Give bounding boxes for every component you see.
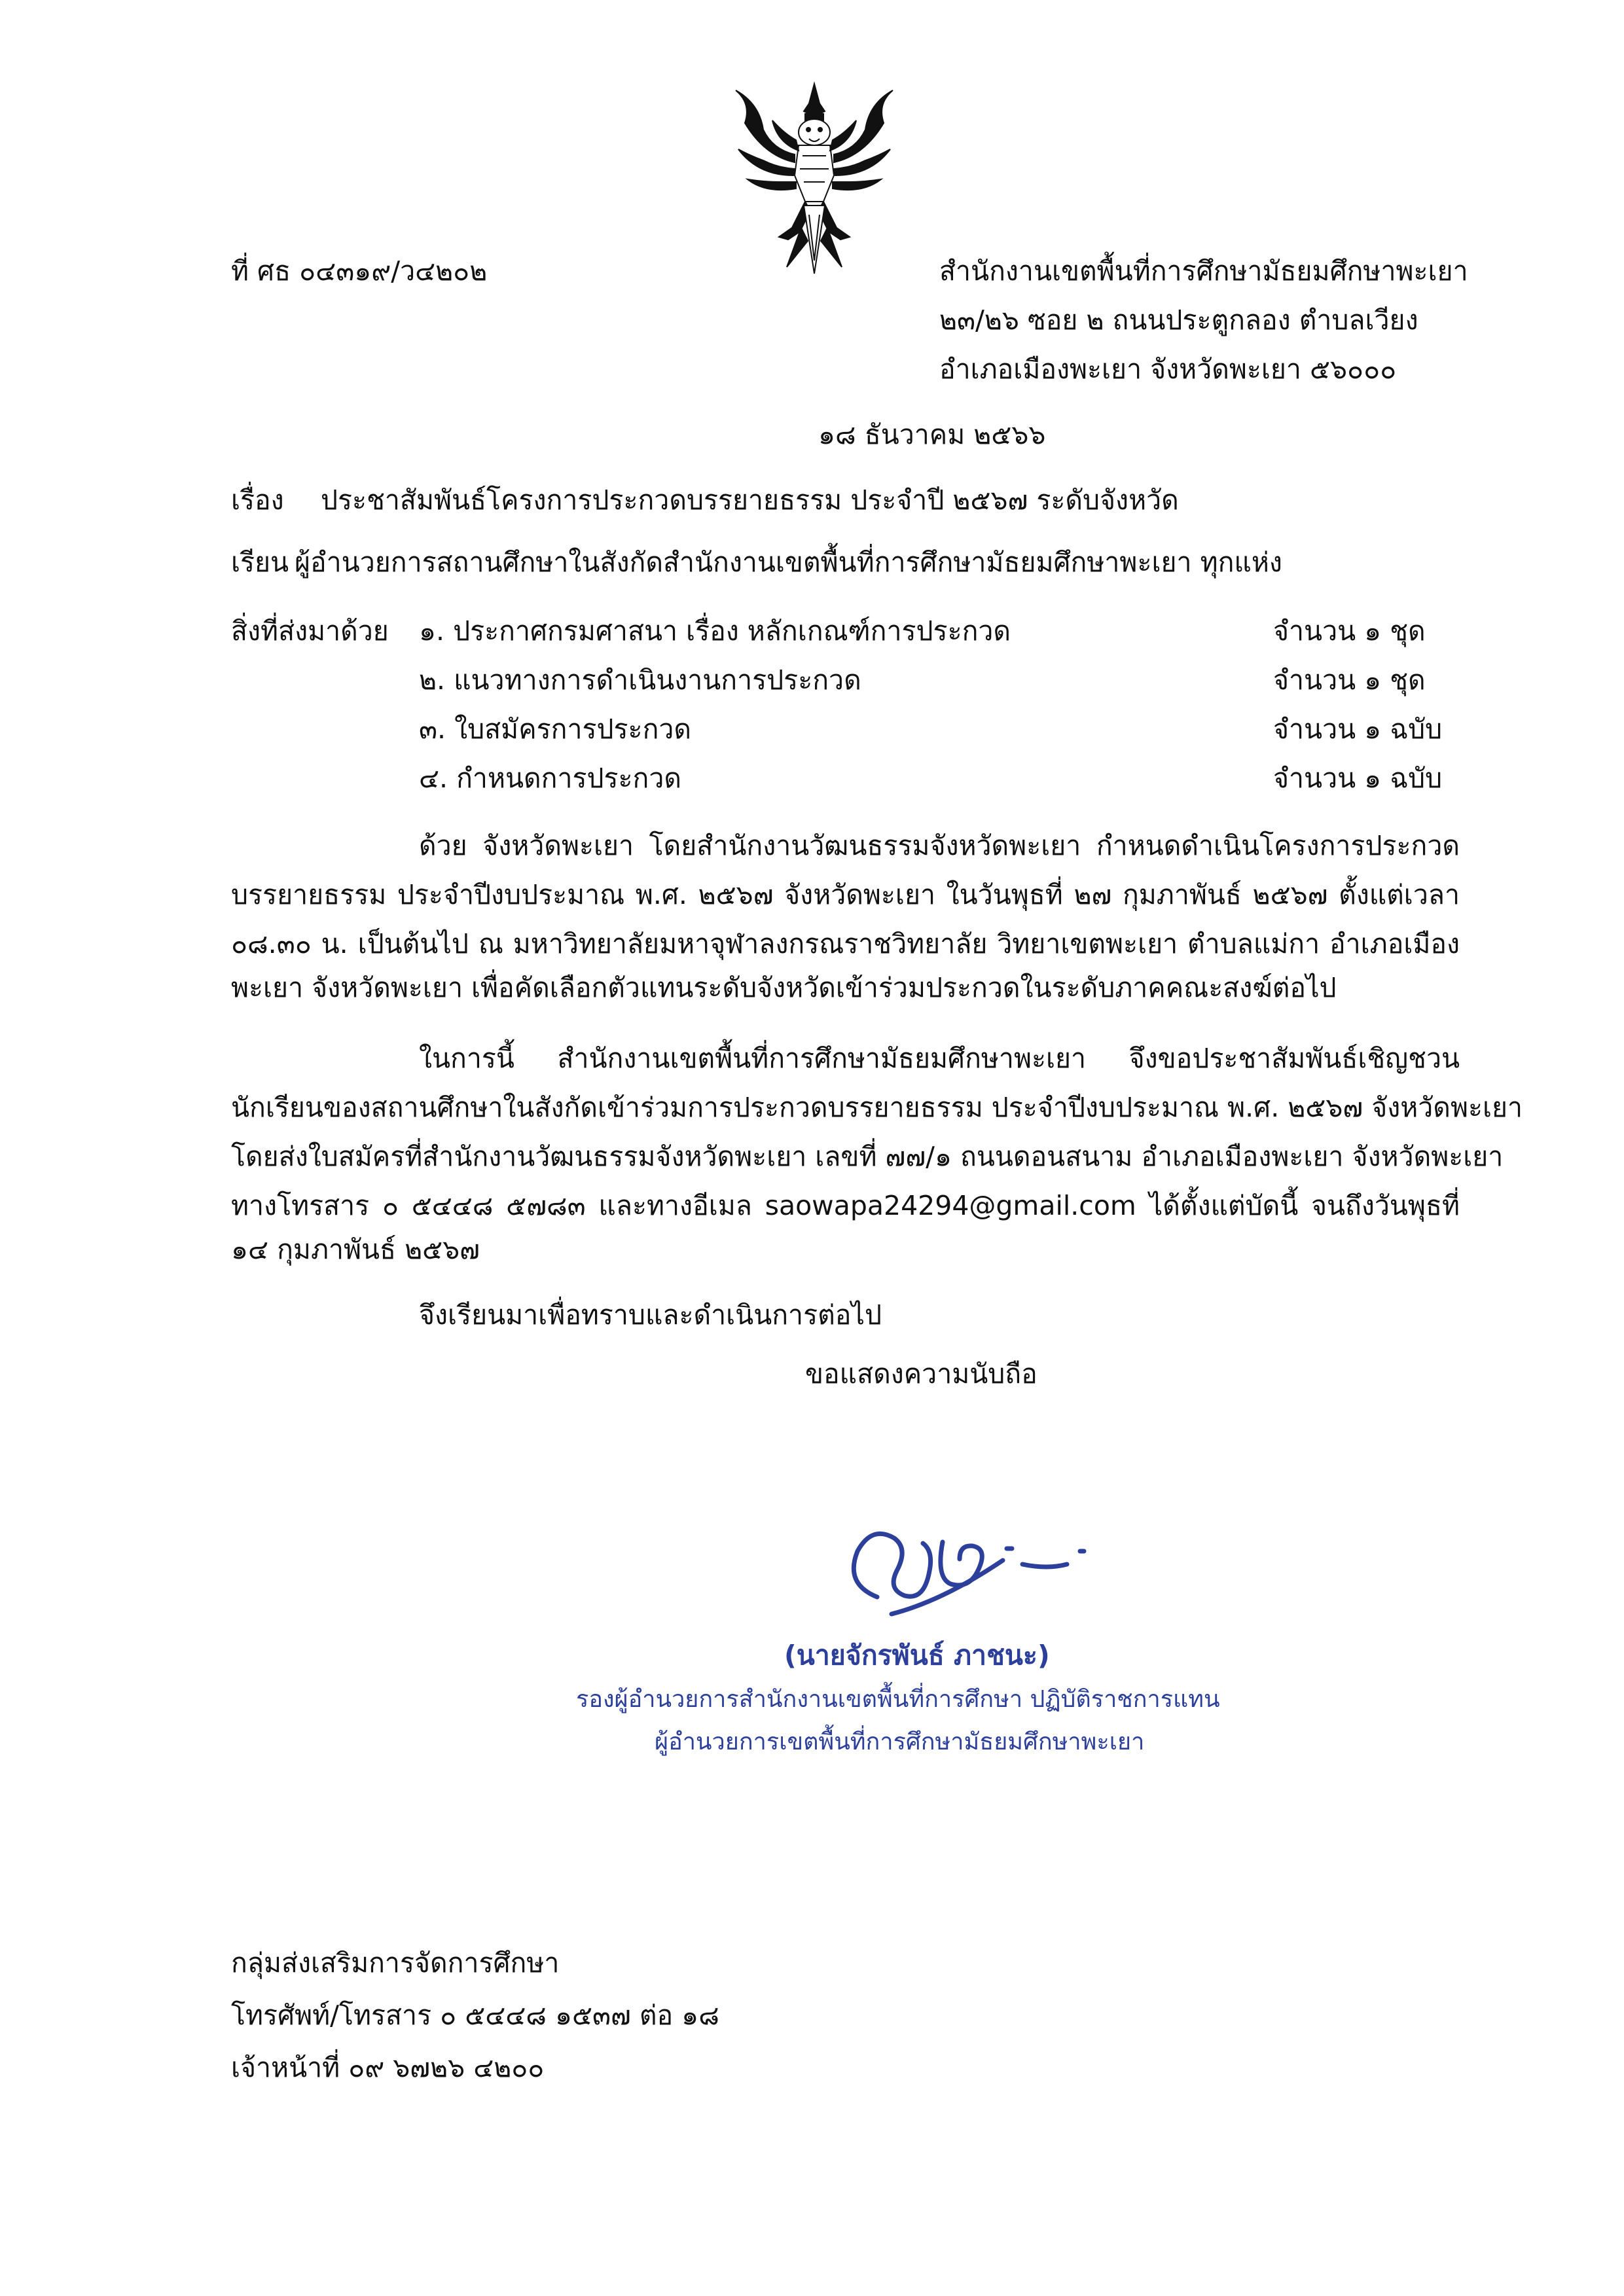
office-name: สำนักงานเขตพื้นที่การศึกษามัธยมศึกษาพะเยา (939, 255, 1468, 287)
enclosure-item: ๒. แนวทางการดำเนินงานการประกวด (419, 664, 861, 696)
subject-text: ประชาสัมพันธ์โครงการประกวดบรรยายธรรม ประจำปี ๒๕๖๗ ระดับจังหวัด (321, 484, 1179, 516)
paragraph-1-line: ด้วย จังหวัดพะเยา โดยสำนักงานวัฒนธรรมจังหวัดพะเยา กำหนดดำเนินโครงการประกวด (419, 830, 1460, 861)
document-number: ที่ ศธ ๐๔๓๑๙/ว๔๒๐๒ (231, 255, 488, 287)
paragraph-1-line: บรรยายธรรม ประจำปีงบประมาณ พ.ศ. ๒๕๖๗ จังหวัดพะเยา ในวันพุธที่ ๒๗ กุมภาพันธ์ ๒๕๖๗ ตั้งแต่เวลา (231, 879, 1460, 910)
paragraph-1-line: ๐๘.๓๐ น. เป็นต้นไป ณ มหาวิทยาลัยมหาจุฬาลงกรณราชวิทยาลัย วิทยาเขตพะเยา ตำบลแม่กา อำเภอเมือง (231, 928, 1460, 960)
signatory-title-line-1: รองผู้อำนวยการสำนักงานเขตพื้นที่การศึกษา ปฏิบัติราชการแทน (576, 1686, 1220, 1713)
paragraph-2-line: ๑๔ กุมภาพันธ์ ๒๕๖๗ (231, 1234, 480, 1265)
enclosure-quantity: จำนวน ๑ ฉบับ (1273, 713, 1443, 745)
addressee-label: เรียน (231, 547, 289, 578)
enclosure-item: ๑. ประกาศกรมศาสนา เรื่อง หลักเกณฑ์การประกวด (419, 615, 1011, 647)
enclosure-quantity: จำนวน ๑ ชุด (1273, 615, 1426, 647)
enclosure-item: ๔. กำหนดการประกวด (419, 762, 682, 794)
paragraph-2-line: นักเรียนของสถานศึกษาในสังกัดเข้าร่วมการประกวดบรรยายธรรม ประจำปีงบประมาณ พ.ศ. ๒๕๖๗ จังหวัดพะเยา (231, 1092, 1523, 1123)
footer-officer: เจ้าหน้าที่ ๐๙ ๖๗๒๖ ๔๒๐๐ (231, 2052, 545, 2083)
signatory-title-line-2: ผู้อำนวยการเขตพื้นที่การศึกษามัธยมศึกษาพะเยา (655, 1729, 1145, 1755)
paragraph-2-line: โดยส่งใบสมัครที่สำนักงานวัฒนธรรมจังหวัดพะเยา เลขที่ ๗๗/๑ ถนนดอนสนาม อำเภอเมืองพะเยา จังหวัดพะเยา (231, 1141, 1504, 1172)
handwritten-signature (831, 1486, 1093, 1623)
enclosure-quantity: จำนวน ๑ ชุด (1273, 664, 1426, 696)
office-address-line-1: ๒๓/๒๖ ซอย ๒ ถนนประตูกลอง ตำบลเวียง (939, 304, 1418, 336)
paragraph-2-line: ทางโทรสาร ๐ ๕๔๔๘ ๕๗๘๓ และทางอีเมล saowapa24294@gmail.com ได้ตั้งแต่บัดนี้ จนถึงวันพุธที่ (231, 1190, 1460, 1221)
letter-date: ๑๘ ธันวาคม ๒๕๖๖ (818, 419, 1046, 450)
closing-sentence: จึงเรียนมาเพื่อทราบและดำเนินการต่อไป (419, 1299, 882, 1331)
signatory-name: (นายจักรพันธ์ ภาชนะ) (784, 1640, 1050, 1671)
enclosure-item: ๓. ใบสมัครการประกวด (419, 713, 692, 745)
footer-phone: โทรศัพท์/โทรสาร ๐ ๕๔๔๘ ๑๕๓๗ ต่อ ๑๘ (231, 2000, 719, 2031)
salutation: ขอแสดงความนับถือ (805, 1358, 1038, 1390)
garuda-emblem-icon (725, 77, 903, 280)
enclosures-label: สิ่งที่ส่งมาด้วย (231, 615, 389, 647)
subject-label: เรื่อง (231, 484, 284, 516)
enclosure-quantity: จำนวน ๑ ฉบับ (1273, 762, 1443, 794)
footer-department: กลุ่มส่งเสริมการจัดการศึกษา (231, 1947, 560, 1979)
addressee-text: ผู้อำนวยการสถานศึกษาในสังกัดสำนักงานเขตพื้นที่การศึกษามัธยมศึกษาพะเยา ทุกแห่ง (295, 547, 1282, 578)
paragraph-1-line: พะเยา จังหวัดพะเยา เพื่อคัดเลือกตัวแทนระดับจังหวัดเข้าร่วมประกวดในระดับภาคคณะสงฆ์ต่อไป (231, 972, 1337, 1003)
office-address-line-2: อำเภอเมืองพะเยา จังหวัดพะเยา ๕๖๐๐๐ (939, 353, 1397, 385)
paragraph-2-line: ในการนี้ สำนักงานเขตพื้นที่การศึกษามัธยมศึกษาพะเยา จึงขอประชาสัมพันธ์เชิญชวน (419, 1043, 1460, 1074)
